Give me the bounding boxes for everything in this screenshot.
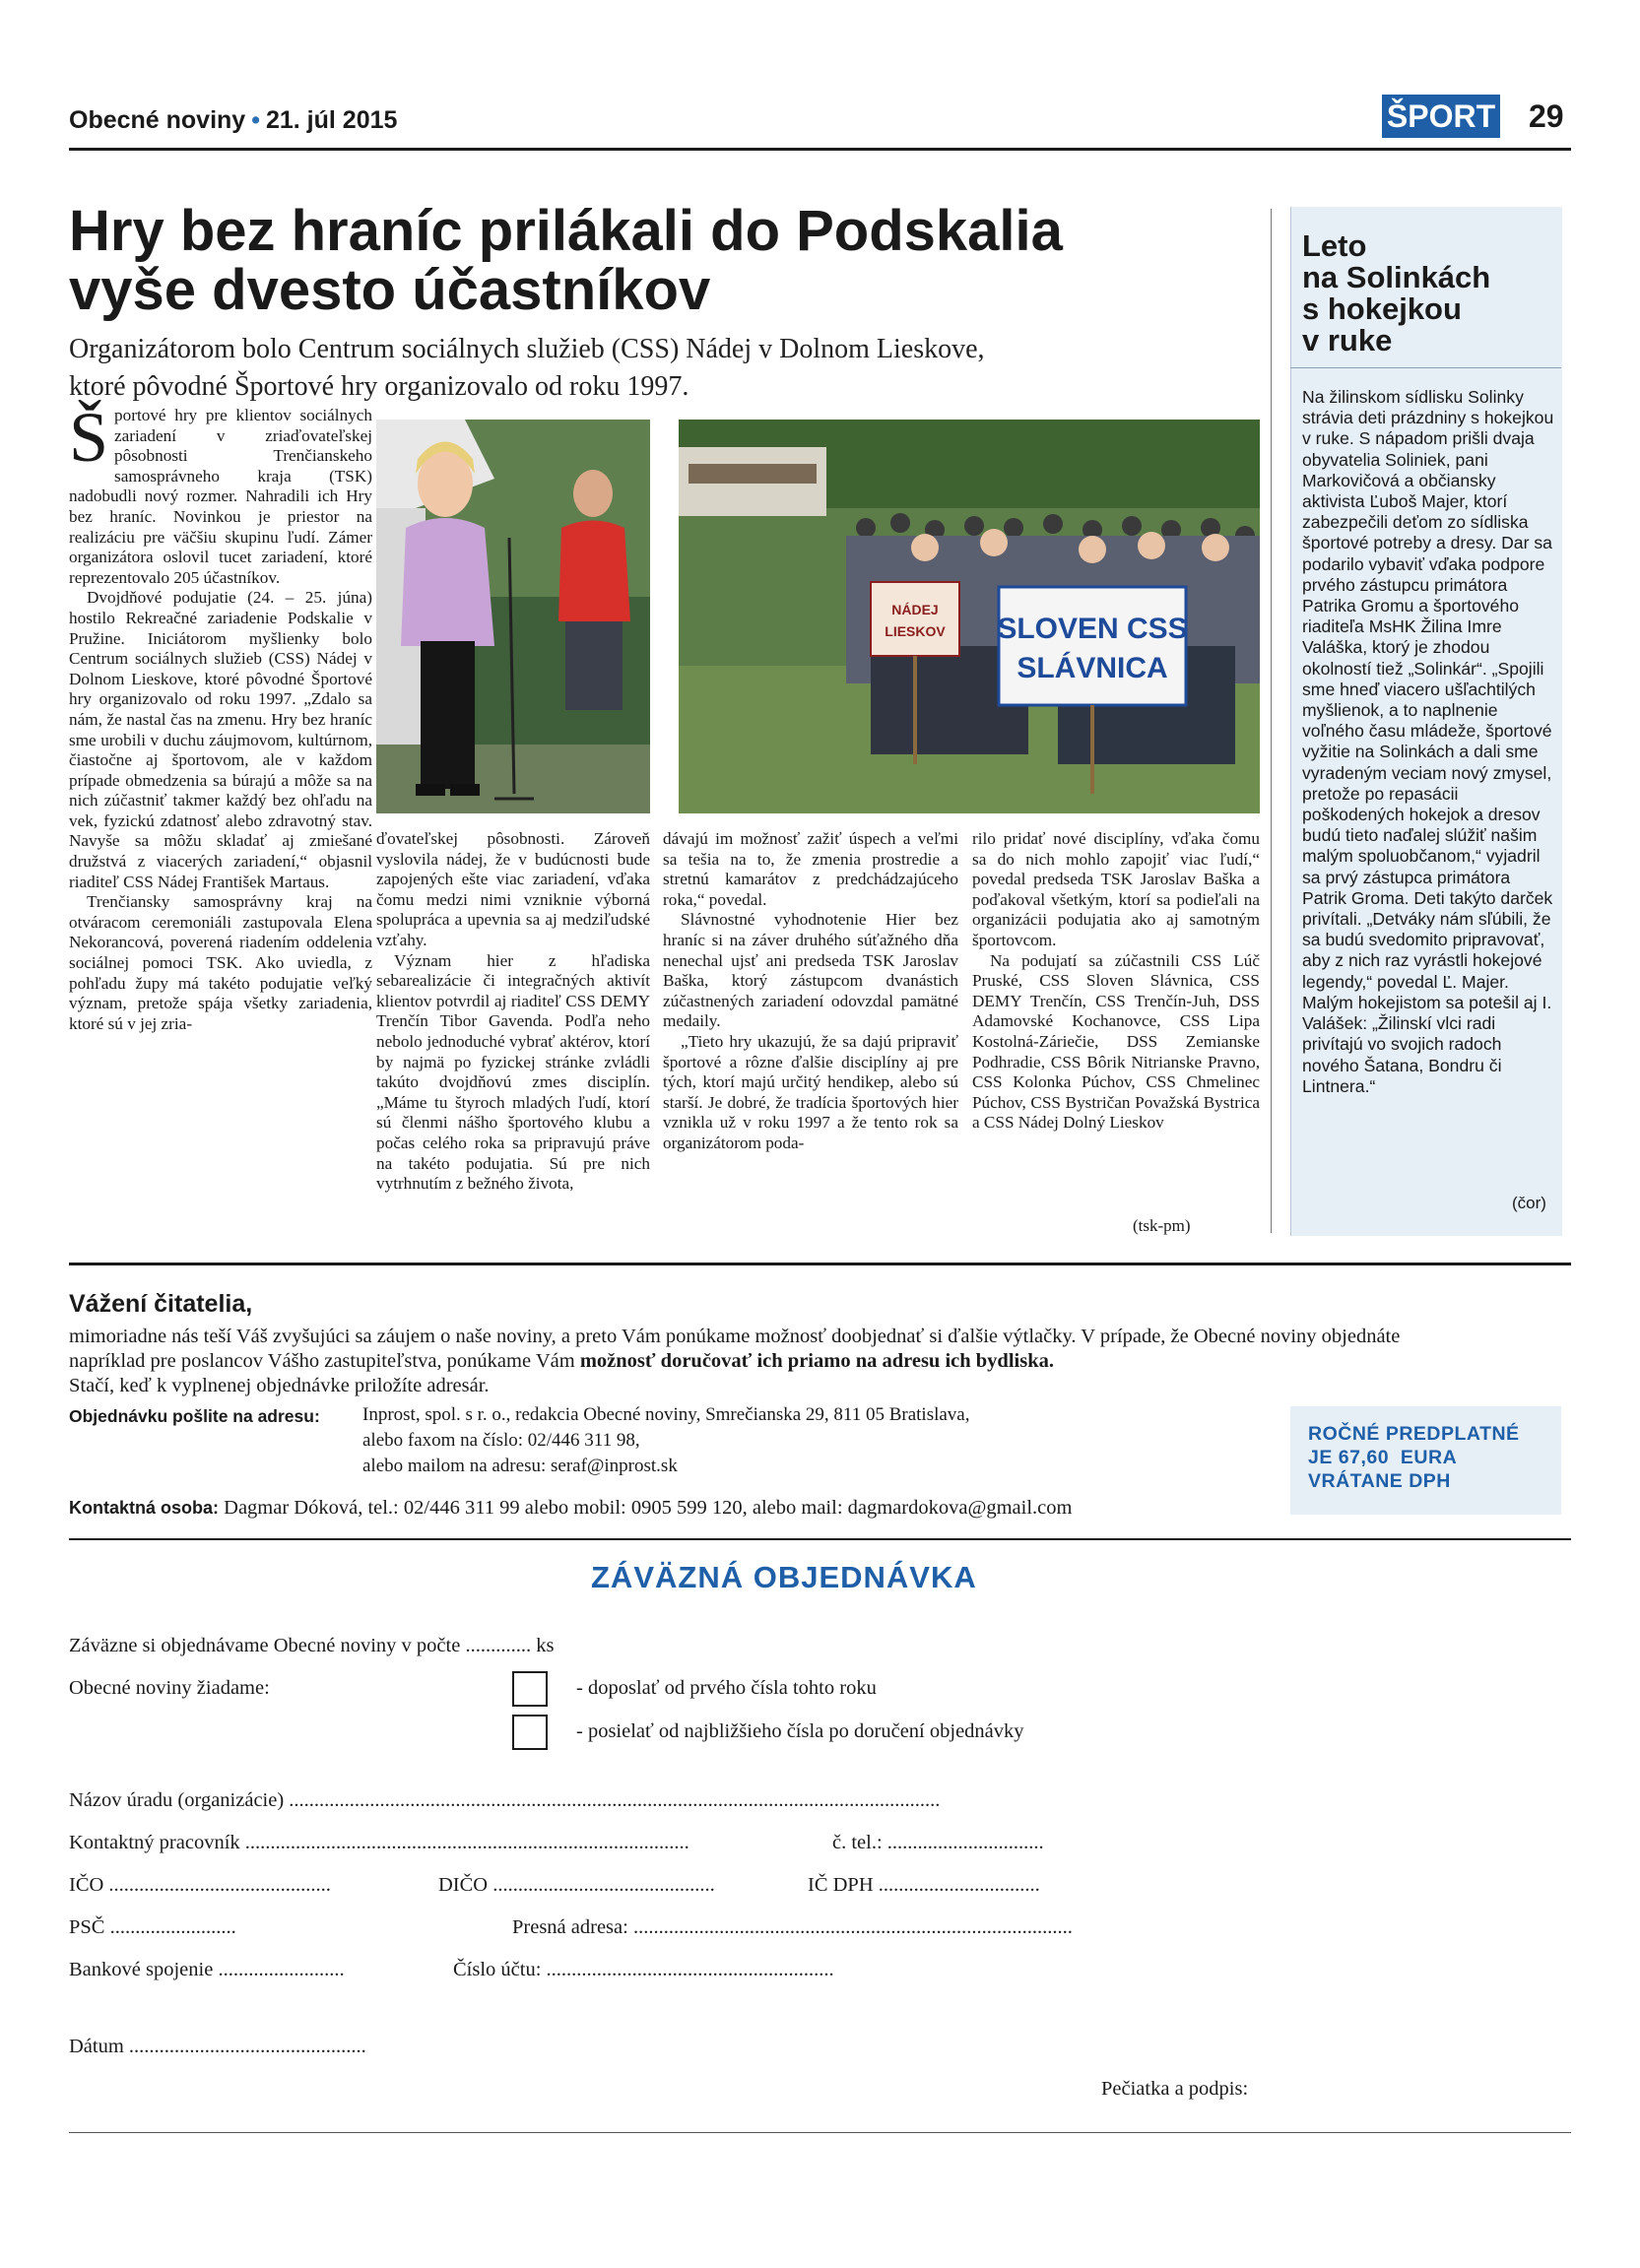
speaker-photo-image	[376, 420, 650, 813]
article-paragraph: ďovateľskej pôsobnosti. Zároveň vyslovila nádej, že v budúcnosti bude zapojených ešte viac zariadení, vďaka čomu medzi nimi vzniknie výborná spolupráca a upevnia sa aj medziľudské vzťahy.	[376, 829, 650, 949]
send-email-line: alebo mailom na adresu: seraf@inprost.sk	[362, 1456, 678, 1476]
address-field[interactable]: Presná adresa: .......................................................................................	[512, 1916, 1073, 1938]
signature-label: Pečiatka a podpis:	[1101, 2078, 1249, 2100]
sidebar-title-line: s hokejkou	[1302, 292, 1462, 326]
notice-bottom-rule	[69, 1538, 1571, 1540]
subscription-text	[1308, 1422, 1554, 1493]
option-from-next-issue-checkbox[interactable]	[512, 1715, 548, 1750]
banner-right-line2: SLÁVNICA	[1017, 652, 1168, 684]
bank-field[interactable]: Bankové spojenie .........................	[69, 1959, 345, 1980]
banner-left-text-1: NÁDEJ	[891, 602, 939, 617]
article-credit: (tsk-pm)	[1133, 1216, 1191, 1235]
banner-right-line1: SLOVEN CSS	[997, 613, 1188, 645]
contact-label: Kontaktná osoba:	[69, 1498, 220, 1518]
banner-css-nadej	[871, 582, 959, 656]
office-name-field[interactable]: Názov úradu (organizácie) .................................................................................................................................	[69, 1789, 941, 1811]
section-badge: ŠPORT	[1382, 95, 1500, 138]
ico-field[interactable]: IČO ............................................	[69, 1874, 331, 1896]
article-paragraph: Trenčiansky samosprávny kraj na otváracom ceremoniáli zastupovala Elena Nekorancová, poverená riadením oddelenia sociálnej pomoci TSK. Ako uviedla, z pohľadu župy má takéto podujatie veľký význam, pretože spája všetky zariadenia, ktoré sú v jej zria-	[69, 892, 372, 1033]
banner-left-text-2: LIESKOV	[885, 623, 946, 639]
article-paragraph: dávajú im možnosť zažiť úspech a veľmi sa tešia na to, že zmenia prostredie a stretnú kamarátov z predchádzajúceho roka,“ povedal.	[663, 829, 958, 909]
page-number: 29	[1529, 98, 1564, 134]
order-quantity-line[interactable]: Záväzne si objednávame Obecné noviny v počte ............. ks	[69, 1635, 555, 1656]
notice-heading: Vážení čitatelia,	[69, 1290, 253, 1318]
notice-rule	[69, 1263, 1571, 1265]
article-column-4	[972, 829, 1260, 1134]
option-from-first-issue-label: - doposlať od prvého čísla tohto roku	[576, 1677, 877, 1699]
header-rule	[69, 148, 1571, 151]
notice-body	[69, 1325, 1438, 1398]
notice-text: mimoriadne nás teší Váš zvyšujúci sa záujem o naše noviny, a preto Vám ponúkame možnosť doobjednať si ďalšie výtlačky. V prípade, že Obecné noviny objednáte napríklad pre poslancov Vášho zastupiteľstva, ponúkame Vám	[69, 1326, 1401, 1372]
dic-field[interactable]: DIČO ............................................	[438, 1874, 715, 1896]
contact-person-field[interactable]: Kontaktný pracovník ........................................................................................	[69, 1832, 689, 1853]
request-label: Obecné noviny žiadame:	[69, 1677, 270, 1699]
sidebar-title-line: v ruke	[1302, 323, 1393, 357]
publication-header	[69, 106, 397, 135]
subhead-line: Organizátorom bolo Centrum sociálnych služieb (CSS) Nádej v Dolnom Lieskove,	[69, 334, 985, 364]
article-paragraph: Na podujatí sa zúčastnili CSS Lúč Pruské, CSS Sloven Slávnica, CSS DEMY Trenčín, CSS Trenčín-Juh, DSS Adamovské Kochanovce, CSS Lipa Kostolná-Záriečie, DSS Zemianske Podhradie, CSS Bôrik Nitrianske Pravno, CSS Kolonka Púchov, CSS Chmelinec Púchov, CSS Bystričan Považská Bystrica a CSS Nádej Dolný Lieskov	[972, 950, 1260, 1133]
article-headline	[69, 199, 1251, 322]
subhead-line: ktoré pôvodné Športové hry organizovalo od roku 1997.	[69, 371, 689, 402]
subscription-line: ROČNÉ PREDPLATNÉ	[1308, 1423, 1520, 1445]
form-bottom-rule	[69, 2132, 1571, 2133]
group-photo	[679, 420, 1260, 813]
publication-date: 21. júl 2015	[265, 106, 398, 134]
article-paragraph: Slávnostné vyhodnotenie Hier bez hraníc si na záver druhého súťažného dňa nenechal ujsť ani predseda TSK Jaroslav Baška, ktorý zástupcom dvanástich zúčastnených zariadení odovzdal pamätné medaily.	[663, 910, 958, 1031]
article-paragraph: rilo pridať nové disciplíny, vďaka čomu sa do nich mohlo zapojiť viac ľudí,“ povedal predseda TSK Jaroslav Baška a poďakoval všetkým, ktorí sa podieľali na organizácii podujatia ako aj samotným športovcom.	[972, 829, 1260, 949]
sidebar-title-line: Leto	[1302, 228, 1367, 263]
article-paragraph: portové hry pre klientov sociálnych zariadení v zriaďovateľskej pôsobnosti Trenčianskeho samosprávneho kraja (TSK) nadobudli nový rozmer. Nahradili ich Hry bez hraníc. Novinkou je priestor na realizáciu pre väčšiu skupinu ľudí. Zámer organizátora oslovil tucet zariadení, ktoré reprezentovalo 205 účastníkov.	[69, 406, 372, 587]
group-photo-image	[679, 420, 1260, 813]
sidebar-credit: (čor)	[1512, 1194, 1546, 1212]
send-address-line: Inprost, spol. s r. o., redakcia Obecné noviny, Smrečianska 29, 811 05 Bratislava,	[362, 1404, 970, 1425]
sidebar-title-line: na Solinkách	[1302, 260, 1491, 294]
send-address-label: Objednávku pošlite na adresu:	[69, 1406, 320, 1426]
order-form-title: ZÁVÄZNÁ OBJEDNÁVKA	[591, 1560, 977, 1594]
article-column-1	[69, 398, 372, 1034]
subscription-line: JE 67,60 EURA	[1308, 1447, 1458, 1468]
article-column-3	[663, 829, 958, 1154]
headline-line: Hry bez hraníc prilákali do Podskalia	[69, 199, 1063, 263]
option-from-next-issue-label: - posielať od najbližšieho čísla po doručení objednávky	[576, 1720, 1024, 1742]
option-from-first-issue-checkbox[interactable]	[512, 1671, 548, 1707]
date-field[interactable]: Dátum ...............................................	[69, 2036, 366, 2057]
phone-field[interactable]: č. tel.: ...............................	[832, 1832, 1044, 1853]
sidebar-body: Na žilinskom sídlisku Solinky strávia deti prázdniny s hokejkou v ruke. S nápadom prišli dvaja obyvatelia Soliniek, pani Markovičová a občiansky aktivista Ľuboš Majer, ktorí zabezpečili deťom zo sídliska športové potreby a dresy. Dar sa podarilo vybaviť vďaka podpore prvého zástupcu primátora Patrika Gromu a športového riaditeľa MsHK Žilina Imre Valáška, ktorý je zhodou okolností tiež „Solinkár“. „Spojili sme hneď viacero ušľachtilých myšlienok, a to naplnenie voľného času mládeže, športové vyžitie na Solinkách a dali sme vyradeným veciam nový zmysel, pretože po repasácii poškodených hokejok a dresov budú tieto naďalej slúžiť našim malým spoluobčanom,“ vyjadril sa prvý zástupca primátora Patrik Groma. Deti takýto darček privítali. „Detváky nám sľúbili, že sa budú svedomito pripravovať, aby z nich raz vyrástli hokejové legendy,“ povedal Ľ. Majer. Malým hokejistom sa potešil aj I. Valášek: „Žilinskí vlci radi privítajú vo svojich radoch nového Šatana, Bondru či Lintnera.“	[1302, 387, 1554, 1096]
notice-text: Stačí, keď k vyplnenej objednávke priložíte adresár.	[69, 1375, 490, 1396]
notice-bold-text: možnosť doručovať ich priamo na adresu ich bydliska.	[579, 1350, 1054, 1372]
headline-line: vyše dvesto účastníkov	[69, 258, 711, 322]
contact-person	[69, 1497, 1072, 1520]
ic-dph-field[interactable]: IČ DPH ................................	[808, 1874, 1040, 1896]
postal-code-field[interactable]: PSČ .........................	[69, 1916, 236, 1938]
send-fax-line: alebo faxom na číslo: 02/446 311 98,	[362, 1430, 640, 1451]
speaker-photo	[376, 420, 650, 813]
account-number-field[interactable]: Číslo účtu: .........................................................	[453, 1959, 834, 1980]
article-paragraph: Význam hier z hľadiska sebarealizácie či integračných aktivít klientov potvrdil aj riaditeľ CSS DEMY Trenčín Tibor Gavenda. Podľa neho nebolo jednoduché vybrať aktérov, ktorí by najmä po fyzickej stránke zvládli takúto dvojdňovú zmes disciplín. „Máme tu štyroch mladých ľudí, ktorí sú členmi nášho športového klubu a počas celého roka sa pripravujú práve na takéto podujatia. Sú pre nich vytrhnutím z bežného života,	[376, 950, 650, 1194]
article-column-2	[376, 829, 650, 1195]
banner-sloven-css	[997, 587, 1187, 705]
article-paragraph: Dvojdňové podujatie (24. – 25. júna) hostilo Rekreačné zariadenie Podskalie v Pružine. Iniciátorom myšlienky bolo Centrum sociálnych služieb (CSS) Nádej v Dolnom Lieskove, ktoré pôvodné Športové hry organizovalo od roku 1997. „Zdalo sa nám, že nastal čas na zmenu. Hry bez hraníc sme urobili v duchu záujmovom, kultúrnom, čiastočne aj športovom, ale v každom prípade obmedzenia sa búrajú a môže sa na nich zúčastniť takmer každý bez ohľadu na vek, fyzickú zdatnosť alebo zdravotný stav. Navyše sa môžu skladať aj zmiešané družstvá z viacerých zariadení,“ objasnil riaditeľ CSS Nádej František Martaus.	[69, 588, 372, 891]
drop-cap: Š	[69, 398, 109, 477]
sidebar-title	[1302, 230, 1553, 356]
subscription-line: VRÁTANE DPH	[1308, 1470, 1451, 1492]
article-subhead	[69, 331, 1251, 406]
column-divider	[1271, 209, 1272, 1233]
publication-name: Obecné noviny	[69, 106, 246, 134]
sidebar-rule	[1290, 367, 1561, 368]
header-separator: •	[251, 106, 260, 134]
contact-text: Dagmar Dóková, tel.: 02/446 311 99 alebo mobil: 0905 599 120, alebo mail: dagmardokova@gmail.com	[219, 1497, 1073, 1519]
article-paragraph: „Tieto hry ukazujú, že sa dajú pripraviť športové a rôzne ďalšie disciplíny aj pre tých, ktorí majú určitý hendikep, alebo sú starší. Je dobré, že tradícia športových hier vznikla už v roku 1997 a že tento rok sa organizátorom poda-	[663, 1031, 958, 1152]
